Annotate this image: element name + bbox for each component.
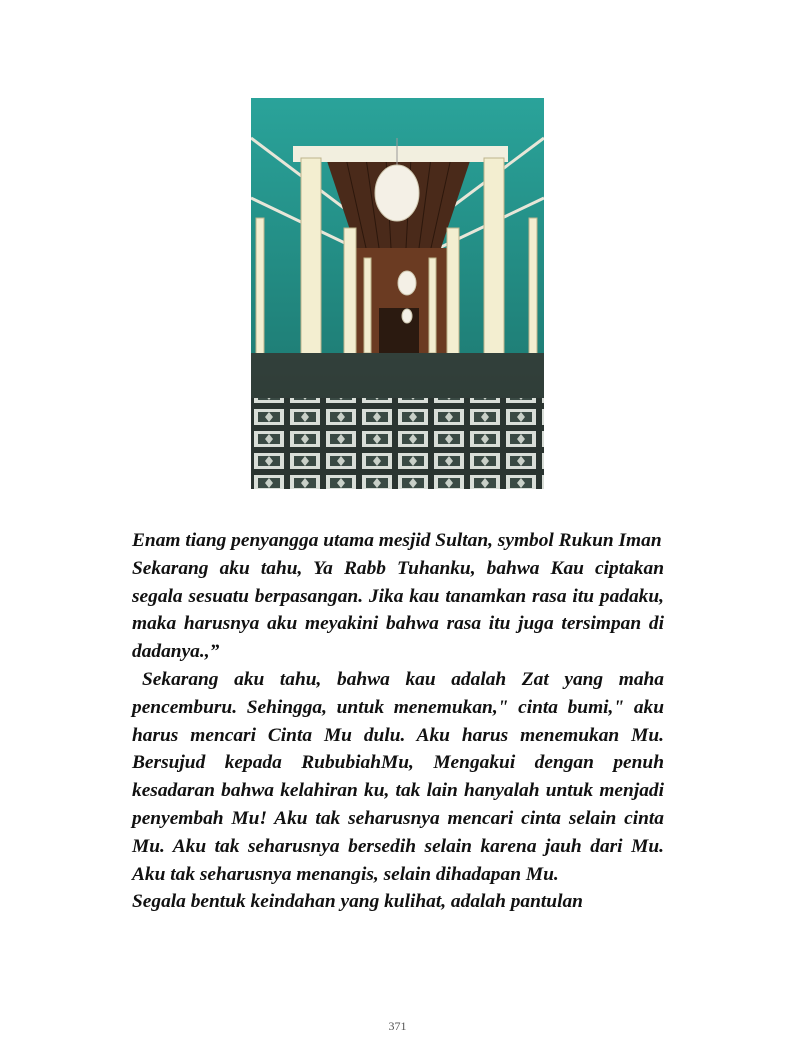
paragraph-1: Sekarang aku tahu, Ya Rabb Tuhanku, bahwa Kau ciptakan segala sesuatu berpasangan. Jika kau tanamkan rasa itu padaku, maka harusnya aku meyakini bahwa rasa itu juga tersimpan di dadanya.,” [132,557,664,663]
figure-caption: Enam tiang penyangga utama mesjid Sultan, symbol Rukun Iman [132,530,662,551]
mosque-interior-photo [251,98,544,489]
paragraph-3: Segala bentuk keindahan yang kulihat, adalah pantulan [132,891,583,913]
mosque-interior-illustration [251,98,544,489]
paragraph-2: Sekarang aku tahu, bahwa kau adalah Zat yang maha pencemburu. Sehingga, untuk menemukan," cinta bumi," aku harus mencari Cinta Mu dulu. Aku harus menemukan Mu. Bersujud kepada RububiahMu, Mengakui dengan penuh kesadaran bahwa kelahiran ku, tak lain hanyalah untuk menjadi penyembah Mu! Aku tak seharusnya mencari cinta selain cinta Mu. Aku tak seharusnya bersedih selain karena jauh dari Mu. Aku tak seharusnya menangis, selain dihadapan Mu. [132,668,664,885]
page-number: 371 [388,1019,407,1033]
body-text [132,527,664,916]
